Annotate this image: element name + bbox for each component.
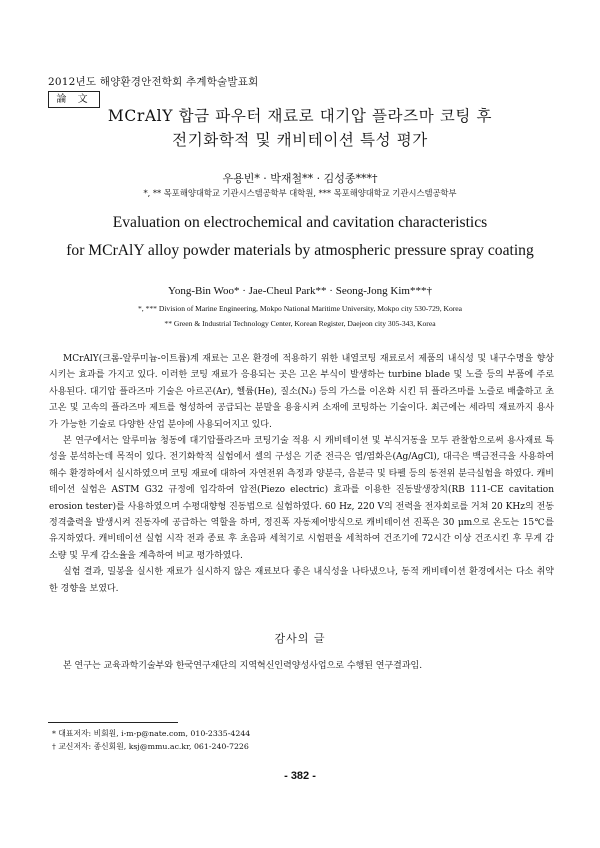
english-affiliation-2: ** Green & Industrial Technology Center, Korean Register, Daejeon city 305-343, Korea [164, 319, 436, 328]
korean-title-line2: 전기화학적 및 캐비테이션 특성 평가 [172, 131, 428, 149]
footnote-divider [48, 722, 178, 723]
abstract-paragraph-2: 본 연구에서는 알루미늄 청동에 대기압플라즈마 코팅기술 적용 시 캐비테이션 및 부식거동을 모두 관찰함으로써 용사재료 특성을 분석하는데 목적이 있다. 전기화학적 실험에서 셀의 구성은 기준 전극은 염/염화은(Ag/AgCl), 대극은 백금전극을 사용하여 해수 환경하에서 실시하였으며 코팅 재료에 대하여 자연전위 측정과 양분극, 음분극 및 타펠 등의 동전위 분극실험을 하였다. 캐비테이션 실험은 ASTM G32 규정에 입각하여 압전(Piezo electric) 효과를 이용한 진동발생장치(RB 111-CE cavitation erosion tester)를 사용하였으며 수평대향형 진동법으로 실험하였다. 60 Hz, 220 V의 전력을 전자회로를 거쳐 20 KHz의 전동 정격출력을 발생시켜 진동자에 공급하는 역할을 하며, 정진폭 자동제어방식으로 캐비테이션 진폭은 30 μm으로 온도는 15℃를 유지하였다. 캐비테이션 실험 시작 전과 종료 후 초음파 세척기로 시험편을 세척하여 건조기에 72시간 이상 건조시킨 후 무게 감소량 및 무게 감소율을 계측하여 비교 평가하였다. [49, 436, 554, 561]
korean-authors: 우용빈* · 박재철** · 김성종***† [222, 172, 378, 185]
korean-affiliation: *, ** 목포해양대학교 기관시스템공학부 대학원, *** 목포해양대학교 기관시스템공학부 [143, 188, 457, 198]
footnote-corresponding-first-author: * 대표저자: 비회원, i-m-p@nate.com, 010-2335-4244 [52, 729, 251, 738]
page-number: - 382 - [284, 770, 316, 782]
abstract-paragraph-1: MCrAlY(크롬-알루미늄-이트륨)계 재료는 고온 환경에 적용하기 위한 내열코팅 재료로서 제품의 내식성 및 내구수명을 향상시키는 효과를 가지고 있다. 이러한 코팅 재료가 응용되는 곳은 고온 부식이 발생하는 turbine blade 및 노즐 등의 부품에 주로 사용된다. 대기압 플라즈마 기술은 아르곤(Ar), 헬륨(He), 질소(N₂) 등의 가스를 이온화 시킨 뒤 플라즈마를 노즐로 배출하고 초고온 및 고속의 플라즈마 제트를 형성하여 공급되는 분말을 용융시켜 소재에 코팅하는 기술이다. 최근에는 세라믹 재료까지 용사가 가능한 기술로 다양한 산업 분야에 사용되어지고 있다. [49, 354, 554, 430]
acknowledgment-body: 본 연구는 교육과학기술부와 한국연구재단의 지역혁신인력양성사업으로 수행된 연구결과임. [63, 661, 423, 671]
abstract-body [49, 351, 554, 597]
acknowledgment-heading: 감사의 글 [274, 632, 326, 645]
english-title-line1: Evaluation on electrochemical and cavitation characteristics [112, 214, 488, 231]
english-title-line2: for MCrAlY alloy powder materials by atmospheric pressure spray coating [66, 242, 534, 259]
english-authors: Yong-Bin Woo* · Jae-Cheul Park** · Seong-Jong Kim***† [168, 285, 432, 297]
abstract-paragraph-3: 실험 결과, 밀봉을 실시한 재료가 실시하지 않은 재료보다 좋은 내식성을 나타냈으나, 동적 캐비테이션 환경에서는 다소 취약한 경향을 보였다. [49, 567, 554, 594]
footnote-corresponding-author: † 교신저자: 종신회원, ksj@mmu.ac.kr, 061-240-7226 [52, 742, 249, 751]
paper-category-tag: 論 文 [48, 91, 100, 108]
korean-title-line1: MCrAlY 합금 파우터 재료로 대기압 플라즈마 코팅 후 [107, 107, 493, 125]
english-affiliation-1: *, *** Division of Marine Engineering, Mokpo National Maritime University, Mokpo city 530-729, Korea [137, 304, 463, 313]
conference-header: 2012년도 해양환경안전학회 추계학술발표회 [48, 76, 259, 88]
